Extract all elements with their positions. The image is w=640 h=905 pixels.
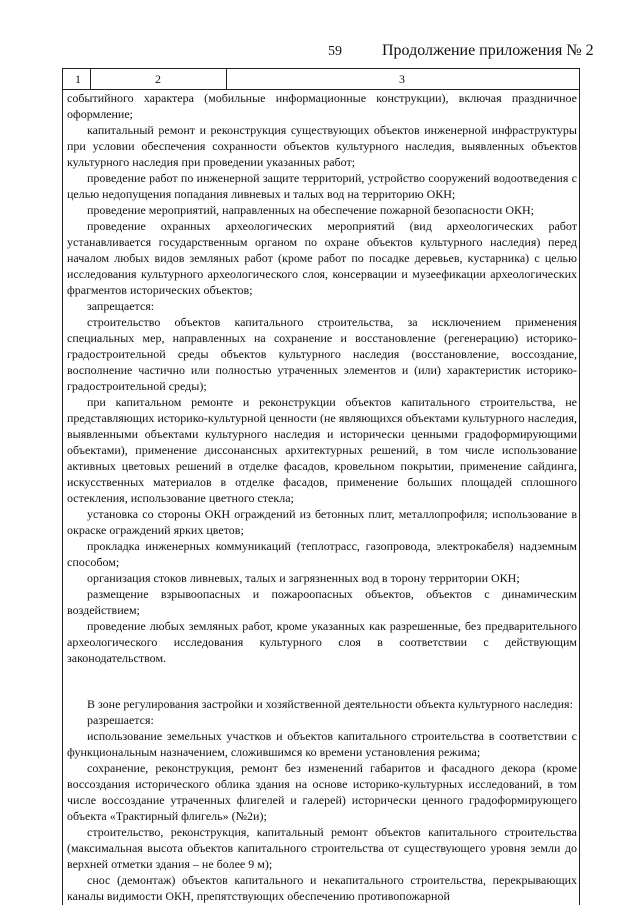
paragraph: проведение мероприятий, направленных на обеспечение пожарной безопасности ОКН;: [87, 203, 534, 217]
paragraph: капитальный ремонт и реконструкция существующих объектов инженерной инфраструктуры при условии обеспечения сохранности объектов культурного наследия, выявленных объектов культурного наследия при проведении указанных работ;: [67, 123, 577, 169]
document-table: [62, 68, 580, 905]
paragraph: организация стоков ливневых, талых и загрязненных вод в торону территории ОКН;: [87, 571, 520, 585]
paragraph: сохранение, реконструкция, ремонт без изменений габаритов и фасадного декора (кроме воссоздания исторического облика здания на основе историко-культурных исследований, в том числе воссоздание утраченных флигелей и галерей) исторически ценного градоформирующего объекта «Трактирный флигель» (№2и);: [67, 761, 577, 823]
paragraph-gap: [67, 666, 577, 696]
paragraph: проведение любых земляных работ, кроме указанных как разрешенные, без предварительного археологического исследования культурного слоя в соответствии с действующим законодательством.: [67, 619, 577, 665]
paragraph: В зоне регулирования застройки и хозяйственной деятельности объекта культурного наследия:: [87, 697, 573, 711]
paragraph: строительство, реконструкция, капитальный ремонт объектов капитального строительства (максимальная высота объектов капитального строительства от существующего уровня земли до верхней отметки здания – не более 9 м);: [67, 825, 577, 871]
page-number: 59: [328, 44, 342, 59]
paragraph: проведение работ по инженерной защите территорий, устройство сооружений водоотведения с целью недопущения попадания ливневых и талых вод на территорию ОКН;: [67, 171, 577, 201]
paragraph: запрещается:: [87, 299, 155, 313]
paragraph: снос (демонтаж) объектов капитального и некапитального строительства, перекрывающих каналы видимости ОКН, препятствующих обеспечению противопожарной: [67, 873, 577, 903]
table-body-text: [67, 90, 577, 904]
column-number-2: 2: [155, 72, 161, 86]
paragraph: разрешается:: [87, 713, 154, 727]
paragraph: проведение охранных археологических мероприятий (вид археологических работ устанавливается государственным органом по охране объектов культурного наследия) перед началом любых видов земляных работ (кроме работ по посадке деревьев, кустарника) с целью исследования культурного археологического слоя, консервации и музеефикации археологических фрагментов исторических объектов;: [67, 219, 577, 297]
paragraph-group-2: [67, 696, 577, 904]
paragraph: установка со стороны ОКН ограждений из бетонных плит, металлопрофиля; использование в окраске ограждений ярких цветов;: [67, 507, 577, 537]
paragraph: прокладка инженерных коммуникаций (теплотрасс, газопровода, электрокабеля) надземным способом;: [67, 539, 577, 569]
page-header: [0, 44, 640, 66]
appendix-label: Продолжение приложения № 2: [382, 42, 594, 59]
paragraph: строительство объектов капитального строительства, за исключением применения специальных мер, направленных на сохранение и восстановление (регенерацию) историко-градостроительной среды объектов культурного наследия (восстановление, воссоздание, восполнение частично или полностью утраченных элементов и (или) характеристик историко-градостроительной среды);: [67, 315, 577, 393]
column-number-3: 3: [399, 72, 405, 86]
paragraph: размещение взрывоопасных и пожароопасных объектов, объектов с динамическим воздействием;: [67, 587, 577, 617]
column-divider: [226, 69, 227, 89]
column-number-1: 1: [75, 72, 81, 86]
paragraph: событийного характера (мобильные информационные конструкции), включая праздничное оформление;: [67, 91, 577, 121]
paragraph: использование земельных участков и объектов капитального строительства в соответствии с функциональным назначением, сложившимся ко времени установления режима;: [67, 729, 577, 759]
paragraph: при капитальном ремонте и реконструкции объектов капитального строительства, не представляющих историко-культурной ценности (не являющихся объектами культурного наследия, выявленными объектами культурного наследия и исторически ценными градоформирующими объектами), применение диссонансных архитектурных решений, в том числе использование активных цветовых решений в отделке фасадов, кровельном покрытии, применение сайдинга, искусственных материалов в отделке фасадов, применение больших площадей сплошного остекления, использование цветного стекла;: [67, 395, 577, 505]
column-divider: [90, 69, 91, 89]
paragraph-group-1: [67, 90, 577, 666]
column-number-row: [63, 69, 579, 90]
